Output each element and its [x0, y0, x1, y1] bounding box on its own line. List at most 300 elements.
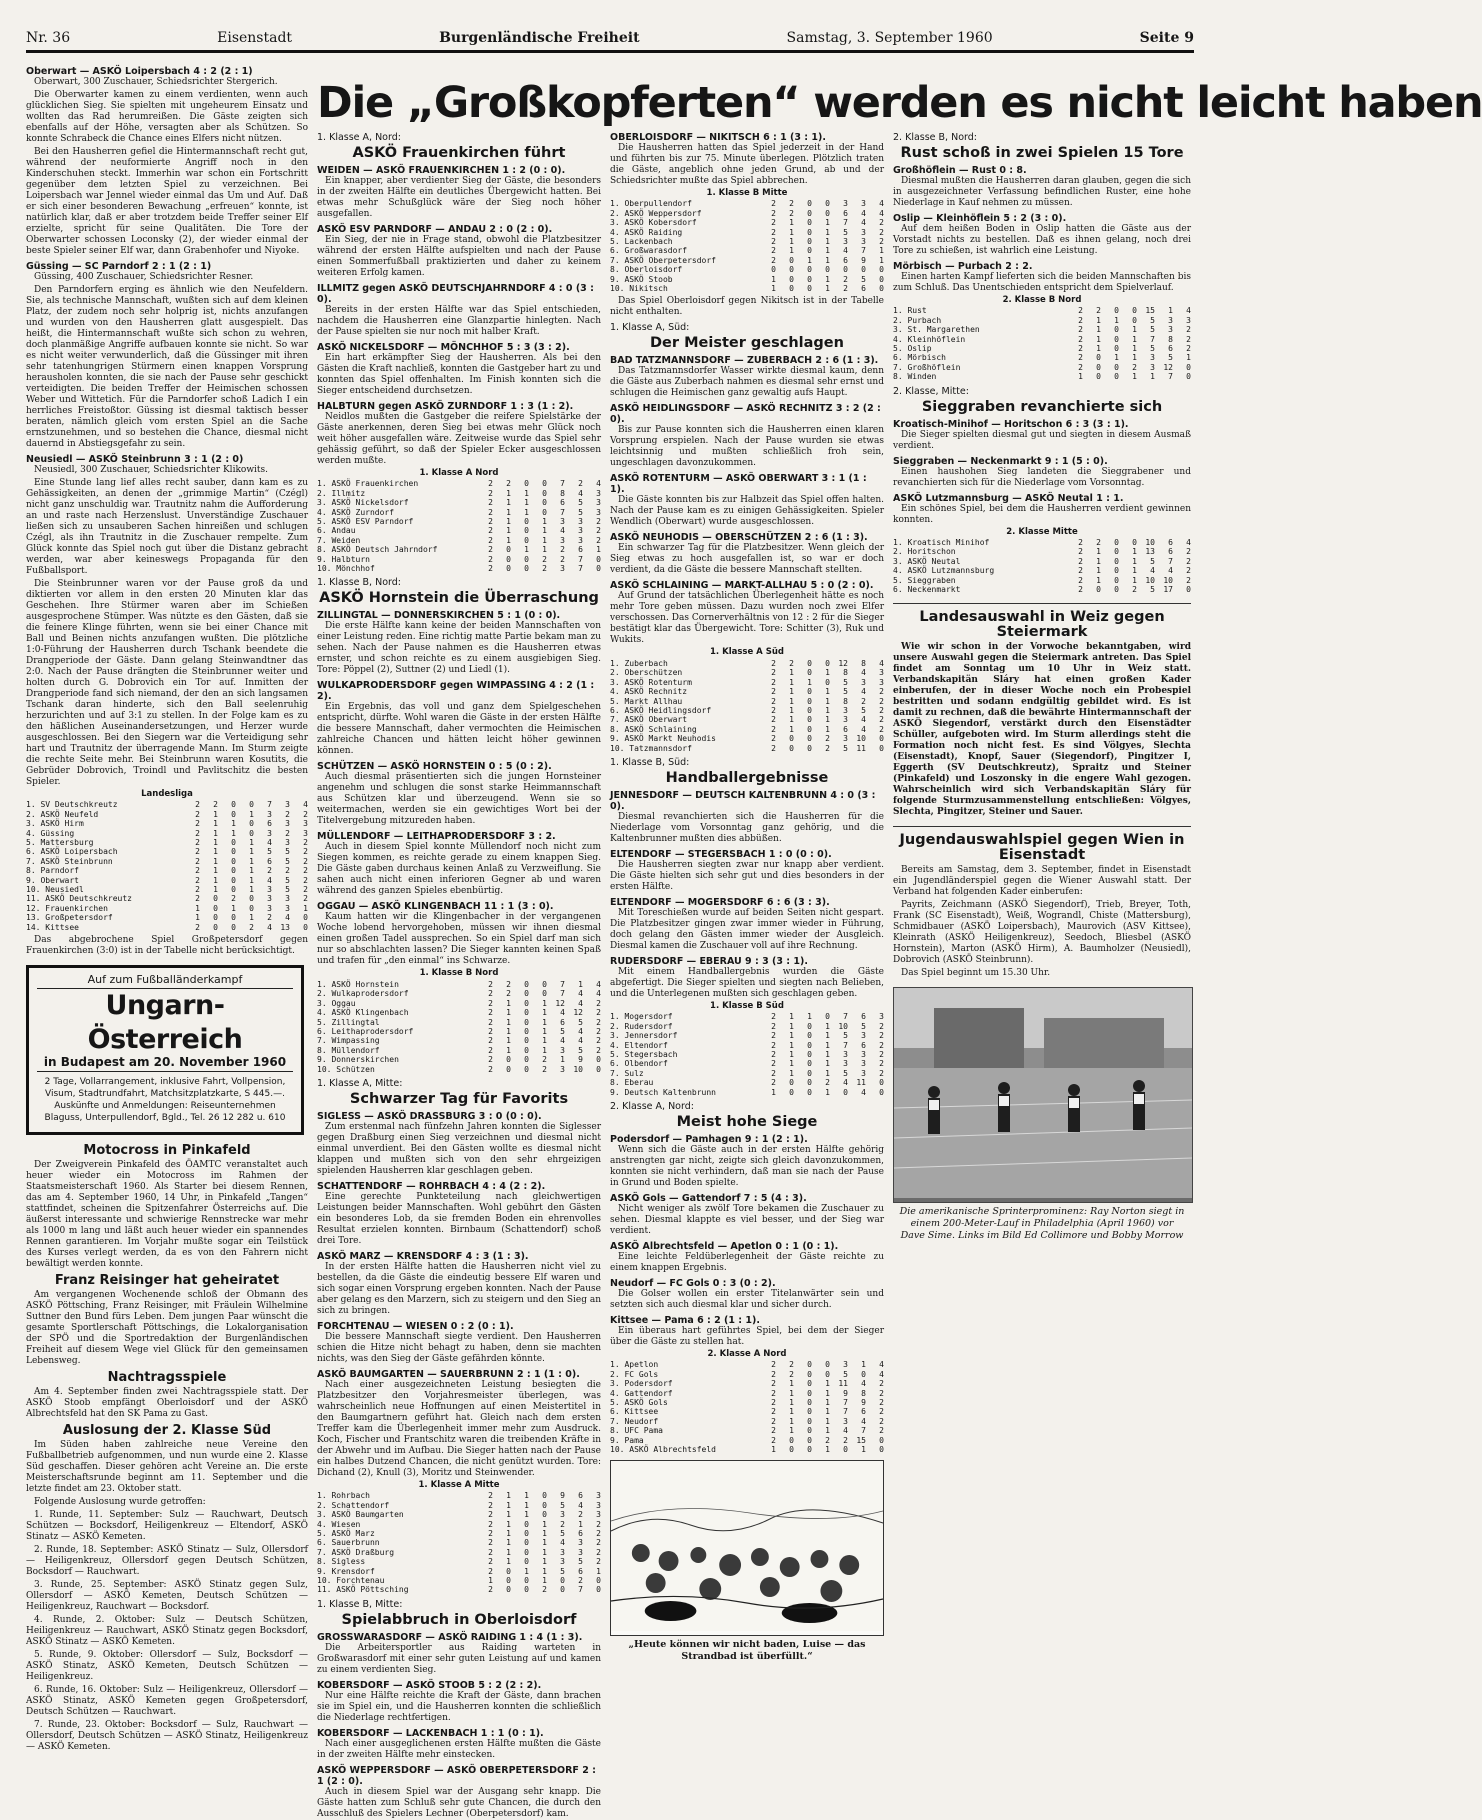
game-title: KOBERSDORF — LACKENBACH 1 : 1 (0 : 1).	[317, 1727, 544, 1739]
team-name: 1. ASKÖ Frauenkirchen	[317, 479, 419, 489]
team-name: 10. Forchtenau	[317, 1576, 385, 1585]
stat-cell: 0	[524, 535, 529, 545]
stat-cell: 0	[524, 517, 529, 527]
stat-cell: 1	[789, 1416, 794, 1426]
stat-cell: 0	[596, 1055, 601, 1065]
stat-cell: 3	[596, 507, 601, 517]
stat-cell: 2	[195, 838, 200, 848]
team-name: 1. Zuberbach	[610, 658, 668, 668]
article-text: 5. Runde, 9. Oktober: Ollersdorf — Sulz, Bocksdorf — ASKÖ Stinatz, ASKÖ Kemeten, Deutsch Schützen — Heiligenkreuz.	[26, 1650, 308, 1683]
table-caption: 1. Klasse B Süd	[710, 1000, 784, 1011]
stat-cell: 0	[843, 265, 848, 275]
table-row	[610, 744, 884, 753]
stat-cell: 0	[542, 498, 547, 508]
stat-cell: 6	[1168, 538, 1173, 548]
stat-cell: 5	[578, 498, 583, 508]
stat-cell: 3	[560, 517, 565, 527]
stat-cell: 2	[789, 199, 794, 209]
stat-cell: 3	[843, 1360, 848, 1370]
stat-cell: 3	[578, 517, 583, 527]
stat-cell: 11	[856, 743, 866, 753]
game-title: ASKÖ WEPPERSDORF — ASKÖ OBERPETERSDORF 2 : 1 (2 : 0).	[317, 1764, 596, 1787]
stat-cell: 3	[861, 1059, 866, 1069]
ad-body: 2 Tage, Vollarrangement, inklusive Fahrt, Vollpension, Visum, Stadtrundfahrt, Matchsitzplatzkarte, S 445.—. Auskünfte und Anmeldungen: Reiseunternehmen Blaguss, Unterpullendorf, Bgld., Tel. 26 12 282 u. 610	[44, 1077, 286, 1124]
stat-cell: 4	[267, 838, 272, 848]
stat-cell: 1	[825, 1407, 830, 1417]
team-name: 1. Oberpullendorf	[610, 199, 692, 209]
stat-cell: 2	[843, 274, 848, 284]
stat-cell: 0	[807, 1360, 812, 1370]
stat-cell: 0	[249, 800, 254, 810]
stat-cell: 0	[807, 1049, 812, 1059]
team-name: 6. Neckenmarkt	[893, 585, 961, 595]
stat-cell: 0	[596, 554, 601, 564]
article-text: Die Gäste konnten bis zur Halbzeit das Spiel offen halten. Nach der Pause kam es zu einigen Gehässigkeiten. Spieler Wendlich (Oberwart) wurde ausgeschlossen.	[610, 495, 884, 528]
stat-cell: 2	[879, 1388, 884, 1398]
stat-cell: 2	[1186, 344, 1191, 354]
table-row	[317, 1538, 601, 1547]
stat-cell: 1	[825, 246, 830, 256]
stat-cell: 5	[1168, 353, 1173, 363]
stat-cell: 0	[213, 903, 218, 913]
stat-cell: 5	[843, 1369, 848, 1379]
article-text: Wie wir schon in der Vorwoche bekanntgaben, wird unsere Auswahl gegen die Steiermark antreten. Das Spiel findet am Sonntag um 10 Uhr in Weiz statt. Verbandskapitän Sláry hat einen großen Kader einberufen, der in dieser Woche noch ein Probespiel bestritten und sodann endgültig gebildet wird. Es ist damit zu rechnen, daß die bewährte Hintermannschaft der ASKÖ Siegendorf, verstärkt durch den Eisenstädter Schüller, aufgeboten wird. Im Sturm allerdings steht die Formation noch nicht fest. Es sind Völgyes, Slechta (Eisenstadt), Knopf, Sauer (Siegendorf), Pingitzer I, Eggerth (SV Deutschkreutz), Spraitz und Steiner (Pinkafeld) und Loszonsky in die engere Wahl gezogen. Wahrscheinlich wird sich Verbandskapitän Sláry für folgende Sturmzusammenstellung entschließen: Völgyes, Slechta, Pingitzer, Steiner und Sauer.	[893, 641, 1191, 817]
table-row	[317, 1065, 601, 1074]
stat-cell: 2	[771, 743, 776, 753]
stat-cell: 12	[573, 1008, 583, 1018]
table-row	[26, 904, 308, 913]
stat-cell: 9	[861, 255, 866, 265]
stat-cell: 7	[861, 246, 866, 256]
article-text: Die Sieger spielten diesmal gut und siegten in diesem Ausmaß verdient.	[893, 429, 1191, 451]
stat-cell: 2	[771, 1379, 776, 1389]
stat-cell: 1	[825, 1049, 830, 1059]
stat-cell: 0	[825, 208, 830, 218]
stat-cell: 2	[488, 1528, 493, 1538]
stat-cell: 1	[213, 856, 218, 866]
stat-cell: 6	[578, 1566, 583, 1576]
team-name: 11. ASKÖ Deutschkreutz	[26, 894, 132, 904]
stat-cell: 0	[506, 564, 511, 574]
article-meta: Oberwart, 300 Zuschauer, Schiedsrichter Stergerich.	[34, 77, 278, 87]
stat-cell: 2	[771, 1426, 776, 1436]
stat-cell: 2	[488, 1557, 493, 1567]
table-row	[610, 659, 884, 668]
stat-cell: 3	[1186, 315, 1191, 325]
column-1	[26, 62, 308, 1777]
stat-cell: 0	[771, 265, 776, 275]
stat-cell: 0	[1114, 556, 1119, 566]
stat-cell: 2	[560, 554, 565, 564]
stat-cell: 1	[506, 1519, 511, 1529]
stat-cell: 2	[488, 979, 493, 989]
team-name: 7. Wimpassing	[317, 1036, 380, 1046]
stat-cell: 2	[771, 1068, 776, 1078]
stat-cell: 0	[542, 1491, 547, 1501]
stat-cell: 0	[506, 1576, 511, 1585]
stat-cell: 12	[555, 998, 565, 1008]
stat-cell: 1	[542, 517, 547, 527]
table-row	[26, 876, 308, 885]
team-name: 2. ASKÖ Neufeld	[26, 809, 99, 819]
stat-cell: 5	[1150, 344, 1155, 354]
section-label: 1. Klasse B, Mitte:	[317, 1598, 403, 1610]
article-text: Das Tatzmannsdorfer Wasser wirkte diesmal kaum, denn die Gäste aus Zuberbach nahmen es diesmal sehr ernst und schlugen die Heimischen ganz gewaltig aufs Haupt.	[610, 366, 884, 399]
stat-cell: 2	[488, 1036, 493, 1046]
stat-cell: 3	[267, 903, 272, 913]
team-name: 4. ASKÖ Rechnitz	[610, 687, 688, 697]
article-text: Nicht weniger als zwölf Tore bekamen die Zuschauer zu sehen. Diesmal klappte es viel besser, und der Sieg war verdient.	[610, 1204, 884, 1236]
stat-cell: 6	[267, 856, 272, 866]
stat-cell: 5	[861, 705, 866, 715]
stat-cell: 2	[303, 847, 308, 857]
game-title: ASKÖ Lutzmannsburg — ASKÖ Neutal 1 : 1.	[893, 492, 1124, 504]
team-name: 7. ASKÖ Oberpetersdorf	[610, 255, 716, 265]
stat-cell: 2	[488, 564, 493, 574]
team-name: 6. Sauerbrunn	[317, 1538, 380, 1548]
team-name: 3. ASKÖ Neutal	[893, 556, 961, 566]
stat-cell: 1	[488, 1576, 493, 1585]
stat-cell: 1	[825, 1388, 830, 1398]
article-text: Die Oberwarter kamen zu einem verdienten, wenn auch glücklichen Sieg. Sie spielten mit ungeheurem Einsatz und wollten das Rad herumreißen. Die Gäste zeigten sich ebenfalls auf der Höhe, versagten aber als Schützen. So konnte Schrabeck die Chance eines Elfers nicht nützen.	[26, 90, 308, 144]
team-name: 7. ASKÖ Draßburg	[317, 1547, 395, 1557]
stat-cell: 5	[861, 274, 866, 284]
stat-cell: 0	[596, 1064, 601, 1074]
stat-cell: 3	[843, 715, 848, 725]
article-text: 1. Runde, 11. September: Sulz — Rauchwart, Deutsch Schützen — Bocksdorf, Heiligenkreuz — Eltendorf, ASKÖ Stinatz — ASKÖ Kemeten.	[26, 1510, 308, 1543]
stat-cell: 1	[506, 1510, 511, 1520]
article-text: 2. Runde, 18. September: ASKÖ Stinatz — Sulz, Ollersdorf — Heiligenkreuz, Ollersdorf gegen Deutsch Schützen, Bocksdorf — Rauchwart.	[26, 1545, 308, 1578]
stat-cell: 2	[560, 545, 565, 555]
game-title: ZILLINGTAL — DONNERSKIRCHEN 5 : 1 (0 : 0).	[317, 610, 561, 622]
stat-cell: 2	[771, 1040, 776, 1050]
article-text: Einen harten Kampf lieferten sich die beiden Mannschaften bis zum Schluß. Das Unentschieden entspricht dem Spielverlauf.	[893, 272, 1191, 293]
stat-cell: 0	[1186, 372, 1191, 382]
stat-cell: 1	[542, 998, 547, 1008]
stat-cell: 2	[879, 687, 884, 697]
table-row	[610, 1078, 884, 1087]
stat-cell: 1	[506, 1491, 511, 1501]
article-title: Güssing — SC Parndorf 2 : 1 (2 : 1)	[26, 261, 212, 272]
table-row	[893, 353, 1191, 362]
stat-cell: 0	[1096, 372, 1101, 382]
stat-cell: 3	[560, 1510, 565, 1520]
team-name: 9. Pama	[610, 1435, 644, 1445]
stat-cell: 1	[825, 724, 830, 734]
stat-cell: 1	[542, 1519, 547, 1529]
stat-cell: 4	[560, 1008, 565, 1018]
stat-cell: 0	[861, 1369, 866, 1379]
stat-cell: 3	[1150, 353, 1155, 363]
article-text: Einen haushohen Sieg landeten die Sieggrabener und revanchierten sich für die Niederlage vom Vorsonntag.	[893, 466, 1191, 488]
stat-cell: 1	[789, 1398, 794, 1408]
stat-cell: 0	[879, 265, 884, 275]
stat-cell: 1	[825, 1398, 830, 1408]
stat-cell: 3	[303, 828, 308, 838]
game-title: RUDERSDORF — EBERAU 9 : 3 (3 : 1).	[610, 955, 808, 967]
stat-cell: 0	[1096, 353, 1101, 363]
stat-cell: 1	[542, 1036, 547, 1046]
stat-cell: 2	[488, 545, 493, 555]
stat-cell: 1	[542, 1538, 547, 1548]
table-row	[610, 1360, 884, 1369]
stat-cell: 0	[789, 1078, 794, 1088]
stat-cell: 3	[596, 488, 601, 498]
stat-cell: 2	[771, 696, 776, 706]
team-name: 10. Nikitsch	[610, 284, 668, 294]
game-title: Mörbisch — Purbach 2 : 2.	[893, 261, 1033, 272]
stat-cell: 2	[879, 1049, 884, 1059]
stat-cell: 1	[789, 1031, 794, 1041]
table-caption: 2. Klasse A Nord	[707, 1349, 787, 1359]
table-row	[610, 237, 884, 246]
stat-cell: 4	[861, 1379, 866, 1389]
stat-cell: 0	[789, 734, 794, 744]
stat-cell: 2	[303, 894, 308, 904]
stat-cell: 0	[789, 274, 794, 284]
article-text: Die Hausherren hatten das Spiel jederzeit in der Hand und führten bis zur 75. Minute überlegen. Plötzlich traten die Gäste, angeblich ohne jeden Grund, ab und der Schiedsrichter mußte das Spiel abbrechen.	[610, 143, 884, 186]
team-name: 4. ASKÖ Klingenbach	[317, 1008, 409, 1018]
stat-cell: 2	[303, 875, 308, 885]
stat-cell: 2	[1096, 538, 1101, 548]
stat-cell: 3	[861, 1031, 866, 1041]
stat-cell: 0	[807, 1068, 812, 1078]
table-row	[317, 545, 601, 554]
stat-cell: 2	[488, 1566, 493, 1576]
stat-cell: 1	[542, 1026, 547, 1036]
table-row	[26, 819, 308, 828]
stat-cell: 1	[524, 1500, 529, 1510]
table-row	[317, 498, 601, 507]
stat-cell: 0	[542, 488, 547, 498]
stat-cell: 5	[1150, 556, 1155, 566]
table-row	[26, 866, 308, 875]
stat-cell: 2	[825, 743, 830, 753]
team-name: 3. Jennersdorf	[610, 1031, 678, 1041]
stat-cell: 1	[789, 1059, 794, 1069]
stat-cell: 1	[1114, 315, 1119, 325]
stat-cell: 1	[825, 1087, 830, 1097]
team-name: 2. ASKÖ Weppersdorf	[610, 208, 702, 218]
stat-cell: 2	[231, 894, 236, 904]
stat-cell: 1	[524, 545, 529, 555]
stat-cell: 1	[825, 237, 830, 247]
stat-cell: 2	[542, 1064, 547, 1074]
stat-cell: 1	[825, 274, 830, 284]
table-row	[317, 1557, 601, 1566]
stat-cell: 0	[231, 856, 236, 866]
stat-cell: 3	[303, 819, 308, 829]
stat-cell: 2	[825, 1078, 830, 1088]
standings-table	[610, 1350, 884, 1454]
stat-cell: 1	[789, 724, 794, 734]
stat-cell: 1	[542, 1566, 547, 1576]
stat-cell: 9	[861, 1398, 866, 1408]
stat-cell: 0	[807, 1388, 812, 1398]
stat-cell: 4	[843, 1078, 848, 1088]
stat-cell: 4	[578, 1500, 583, 1510]
stat-cell: 1	[825, 705, 830, 715]
stat-cell: 0	[807, 687, 812, 697]
stat-cell: 0	[524, 1576, 529, 1585]
stat-cell: 0	[807, 218, 812, 228]
stat-cell: 3	[267, 809, 272, 819]
stat-cell: 2	[488, 526, 493, 536]
team-name: 2. Oberschützen	[610, 668, 683, 678]
stat-cell: 4	[303, 800, 308, 810]
table-row	[317, 536, 601, 545]
stat-cell: 1	[542, 1528, 547, 1538]
stat-cell: 2	[488, 507, 493, 517]
article-text: Nach einer ausgeglichenen ersten Hälfte mußten die Gäste in der zweiten Hälfte mehr einstecken.	[317, 1738, 601, 1760]
stat-cell: 1	[303, 903, 308, 913]
issue-date: Samstag, 3. September 1960	[786, 30, 993, 46]
article-text: Die bessere Mannschaft siegte verdient. Den Hausherren schien die Hitze nicht behagt zu haben, denn sie machten nichts, was den Sieg der Gäste gefährden könnte.	[317, 1331, 601, 1364]
article-text: Am vergangenen Wochenende schloß der Obmann des ASKÖ Pöttsching, Franz Reisinger, mit Fräulein Wilhelmine Suttner den Bund fürs Leben. Dem jungen Paar wünscht die gesamte Sportlerschaft Pöttschings, die Lokalorganisation der SPÖ und die Sportredaktion der Burgenländischen Freiheit auf diesem Wege viel Glück für den gemeinsamen Lebensweg.	[26, 1290, 308, 1367]
stat-cell: 1	[213, 809, 218, 819]
stat-cell: 4	[861, 668, 866, 678]
stat-cell: 0	[879, 1087, 884, 1097]
stat-cell: 1	[825, 218, 830, 228]
stat-cell: 0	[843, 1445, 848, 1455]
stat-cell: 4	[879, 199, 884, 209]
stat-cell: 0	[843, 1087, 848, 1097]
stat-cell: 3	[285, 903, 290, 913]
article-title: Jugendauswahlspiel gegen Wien in Eisenstadt	[893, 826, 1191, 863]
table-row	[610, 706, 884, 715]
game-title: OBERLOISDORF — NIKITSCH 6 : 1 (3 : 1).	[610, 132, 826, 143]
stat-cell: 1	[506, 535, 511, 545]
stat-cell: 0	[807, 734, 812, 744]
table-row	[317, 489, 601, 498]
team-name: 7. Weiden	[317, 535, 361, 545]
stat-cell: 2	[789, 208, 794, 218]
stat-cell: 0	[231, 922, 236, 932]
team-name: 6. ASKÖ Loipersbach	[26, 847, 118, 857]
stat-cell: 5	[843, 227, 848, 237]
stat-cell: 0	[1132, 315, 1137, 325]
stat-cell: 0	[524, 1547, 529, 1557]
stat-cell: 0	[807, 658, 812, 668]
stat-cell: 2	[596, 1519, 601, 1529]
stat-cell: 2	[843, 1435, 848, 1445]
stat-cell: 0	[807, 668, 812, 678]
team-name: 8. Winden	[893, 372, 937, 382]
team-name: 3. ASKÖ Nickelsdorf	[317, 498, 409, 508]
stat-cell: 0	[807, 265, 812, 275]
stat-cell: 1	[506, 998, 511, 1008]
stat-cell: 3	[596, 1500, 601, 1510]
stat-cell: 2	[771, 227, 776, 237]
article-text: Ein knapper, aber verdienter Sieg der Gäste, die besonders in der zweiten Hälfte ein deutliches Übergewicht hatten. Bei etwas mehr Schußglück wäre der Sieg noch höher ausgefallen.	[317, 176, 601, 219]
stat-cell: 2	[488, 1055, 493, 1065]
stat-cell: 4	[596, 989, 601, 999]
stat-cell: 2	[879, 1059, 884, 1069]
stat-cell: 11	[856, 1078, 866, 1088]
stat-cell: 1	[249, 847, 254, 857]
team-name: 6. Mörbisch	[893, 353, 946, 363]
stat-cell: 0	[506, 1055, 511, 1065]
stat-cell: 5	[861, 1021, 866, 1031]
stat-cell: 1	[807, 255, 812, 265]
table-row	[610, 734, 884, 743]
stat-cell: 1	[789, 687, 794, 697]
stat-cell: 2	[1186, 547, 1191, 557]
team-name: 9. Halbturn	[317, 554, 370, 564]
team-name: 4. Eltendorf	[610, 1040, 668, 1050]
stat-cell: 0	[231, 885, 236, 895]
team-name: 6. Großwarasdorf	[610, 246, 688, 256]
standings-table	[317, 1481, 601, 1595]
stat-cell: 1	[789, 1407, 794, 1417]
stat-cell: 5	[285, 875, 290, 885]
stat-cell: 8	[861, 658, 866, 668]
stat-cell: 0	[879, 743, 884, 753]
stat-cell: 4	[578, 1026, 583, 1036]
stat-cell: 3	[596, 1510, 601, 1520]
stat-cell: 2	[879, 1379, 884, 1389]
stat-cell: 2	[285, 809, 290, 819]
stat-cell: 2	[1078, 344, 1083, 354]
stat-cell: 1	[542, 1017, 547, 1027]
article-text: Eine Stunde lang lief alles recht sauber, dann kam es zu Gehässigkeiten, an denen der „grimmige Martin“ (Czégl) nicht ganz unschuldig war. Trautnitz nahm die Aufforderung an und raste nach Herzenslust. Unverständige Zuschauer ließen sich zu unsauberen Sachen hinreißen und schlugen Czégl, als ihn Trautnitz in die Zuschauer rempelte. Zum Glück konnte das Spiel noch gut über die Distanz gebracht werden, war aber keineswegs Propaganda für den Fußballsport.	[26, 478, 308, 576]
table-row	[893, 344, 1191, 353]
stat-cell: 4	[1168, 566, 1173, 576]
stat-cell: 2	[879, 1040, 884, 1050]
stat-cell: 1	[1132, 566, 1137, 576]
stat-cell: 3	[879, 677, 884, 687]
stat-cell: 2	[195, 875, 200, 885]
stat-cell: 1	[578, 979, 583, 989]
stat-cell: 2	[879, 237, 884, 247]
game-title: ASKÖ HEIDLINGSDORF — ASKÖ RECHNITZ 3 : 2 (2 : 0).	[610, 403, 881, 426]
article-text: Ein Sieg, der nie in Frage stand, obwohl die Platzbesitzer während der ersten Hälfte aufspielten und nach der Pause einen Sommerfußball praktizierten und daher zu keinem weiteren Erfolg kamen.	[317, 235, 601, 278]
stat-cell: 3	[861, 677, 866, 687]
stat-cell: 1	[825, 1031, 830, 1041]
stat-cell: 6	[560, 1017, 565, 1027]
team-name: 4. Güssing	[26, 828, 75, 838]
stat-cell: 2	[596, 1528, 601, 1538]
stat-cell: 4	[1150, 566, 1155, 576]
stat-cell: 2	[488, 1510, 493, 1520]
section-title: Handballergebnisse	[665, 769, 829, 786]
stat-cell: 1	[807, 1012, 812, 1022]
stat-cell: 0	[1114, 547, 1119, 557]
stat-cell: 2	[596, 1045, 601, 1055]
stat-cell: 0	[825, 265, 830, 275]
cartoon	[610, 1460, 884, 1636]
stat-cell: 0	[879, 1078, 884, 1088]
stat-cell: 0	[825, 199, 830, 209]
team-name: 6. ASKÖ Heidlingsdorf	[610, 705, 712, 715]
section-label: 2. Klasse B, Nord:	[893, 132, 977, 143]
stat-cell: 1	[231, 903, 236, 913]
stat-cell: 1	[524, 1510, 529, 1520]
table-row	[317, 1529, 601, 1538]
table-row	[610, 668, 884, 677]
ad-date: in Budapest am 20. November 1960	[37, 1057, 293, 1072]
stat-cell: 17	[1163, 585, 1173, 595]
stat-cell: 0	[524, 998, 529, 1008]
stat-cell: 7	[578, 554, 583, 564]
stat-cell: 2	[488, 1491, 493, 1501]
team-name: 7. Sulz	[610, 1068, 644, 1078]
team-name: 8. UFC Pama	[610, 1426, 663, 1436]
stat-cell: 3	[267, 885, 272, 895]
stat-cell: 2	[771, 724, 776, 734]
team-name: 1. Kroatisch Minihof	[893, 538, 990, 548]
stat-cell: 2	[771, 687, 776, 697]
